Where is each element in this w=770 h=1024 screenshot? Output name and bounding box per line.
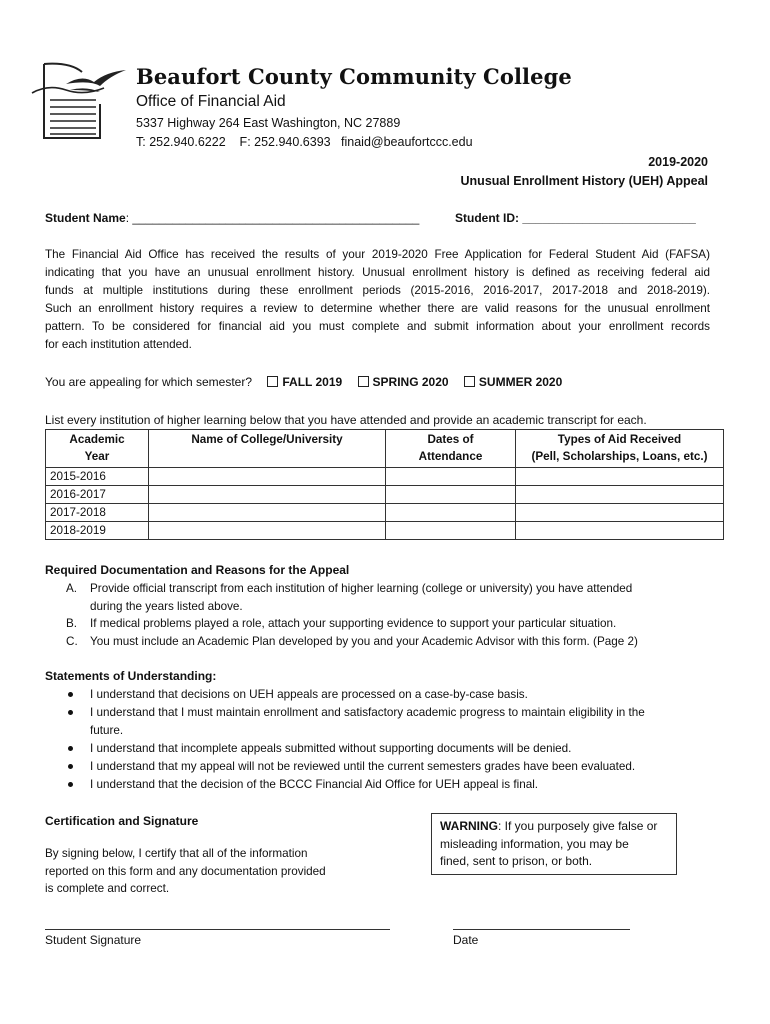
aid-cell[interactable] xyxy=(516,504,724,522)
documentation-item: You must include an Academic Plan developed by you and your Academic Advisor with this form. (Page 2) xyxy=(90,635,638,648)
student-signature-label: Student Signature xyxy=(45,933,142,947)
dates-cell[interactable] xyxy=(386,468,516,486)
bullet-icon xyxy=(68,764,73,769)
option-summer-2020: SUMMER 2020 xyxy=(478,375,563,389)
aid-cell[interactable] xyxy=(516,522,724,540)
warning-box: WARNING: If you purposely give false or misleading information, you may be fined, sent to prison, or both. xyxy=(431,813,677,875)
date-label: Date xyxy=(453,933,479,947)
bullet-icon xyxy=(68,746,73,751)
intro-line: pattern. To be considered for financial aid you must complete and submit information about your enrollment records xyxy=(45,320,710,333)
college-logo xyxy=(30,60,130,142)
student-name-field[interactable]: : ___________________________________________ xyxy=(125,211,420,225)
dates-cell[interactable] xyxy=(386,522,516,540)
college-cell[interactable] xyxy=(149,468,386,486)
intro-line: indicating that you have an unusual enrollment history. Unusual enrollment history is defined as receiving federal aid xyxy=(45,266,710,279)
student-name-label: Student Name xyxy=(45,211,126,225)
header-college-name: Name of College/University xyxy=(149,430,386,468)
option-spring-2020: SPRING 2020 xyxy=(372,375,449,389)
college-name: Beaufort County Community College xyxy=(136,64,572,89)
college-cell[interactable] xyxy=(149,486,386,504)
date-line[interactable] xyxy=(453,929,630,930)
form-title: Unusual Enrollment History (UEH) Appeal xyxy=(460,174,708,188)
checkbox-summer-2020[interactable] xyxy=(464,376,475,387)
header-academic-year: Academic Year xyxy=(46,430,149,468)
certification-title: Certification and Signature xyxy=(45,814,199,828)
aid-cell[interactable] xyxy=(516,468,724,486)
intro-line: The Financial Aid Office has received the results of your 2019-2020 Free Application for Federal Student Aid (FAFSA) xyxy=(45,248,710,261)
documentation-title: Required Documentation and Reasons for the Appeal xyxy=(45,563,350,577)
institutions-table xyxy=(45,429,724,540)
signature-line[interactable] xyxy=(45,929,390,930)
understanding-item: I understand that decisions on UEH appeals are processed on a case-by-case basis. xyxy=(90,688,528,701)
option-fall-2019: FALL 2019 xyxy=(282,375,343,389)
table-row xyxy=(46,486,724,504)
table-row xyxy=(46,504,724,522)
college-cell[interactable] xyxy=(149,504,386,522)
bullet-icon xyxy=(68,710,73,715)
year-cell: 2016-2017 xyxy=(46,486,149,504)
list-marker: C. xyxy=(66,635,78,648)
list-marker: A. xyxy=(66,582,78,595)
dates-cell[interactable] xyxy=(386,504,516,522)
address: 5337 Highway 264 East Washington, NC 27889 xyxy=(136,116,401,130)
bullet-icon xyxy=(68,782,73,787)
warning-text: : If you purposely give false or xyxy=(498,819,658,833)
understanding-item: I understand that the decision of the BCCC Financial Aid Office for UEH appeal is final. xyxy=(90,778,539,791)
header-dates: Dates of Attendance xyxy=(386,430,516,468)
table-row xyxy=(46,468,724,486)
intro-paragraph xyxy=(45,246,710,354)
semester-question: You are appealing for which semester? xyxy=(45,375,253,389)
intro-line: Such an enrollment history requires a review to determine whether there are valid reasons for the unusual enrollment xyxy=(45,302,710,315)
office-name: Office of Financial Aid xyxy=(136,93,286,110)
student-name-row[interactable] xyxy=(45,211,419,225)
year-cell: 2018-2019 xyxy=(46,522,149,540)
warning-label: WARNING xyxy=(440,819,498,833)
table-header-row xyxy=(46,430,724,468)
bullet-icon xyxy=(68,692,73,697)
year-cell: 2015-2016 xyxy=(46,468,149,486)
understanding-item: I understand that I must maintain enrollment and satisfactory academic progress to maintain eligibility in the future. xyxy=(90,706,645,737)
checkbox-spring-2020[interactable] xyxy=(358,376,369,387)
intro-line: for each institution attended. xyxy=(45,338,192,351)
institutions-intro: List every institution of higher learning below that you have attended and provide an academic transcript for each. xyxy=(45,413,647,427)
dates-cell[interactable] xyxy=(386,486,516,504)
award-year: 2019-2020 xyxy=(648,155,708,169)
table-row xyxy=(46,522,724,540)
checkbox-fall-2019[interactable] xyxy=(267,376,278,387)
header-aid-types: Types of Aid Received (Pell, Scholarships, Loans, etc.) xyxy=(516,430,724,468)
understanding-title: Statements of Understanding: xyxy=(45,669,217,683)
documentation-item: Provide official transcript from each institution of higher learning (college or university) you have attended during the years listed above. xyxy=(90,582,633,613)
certification-text: By signing below, I certify that all of the information reported on this form and any documentation provided is complete and correct. xyxy=(45,847,326,895)
list-marker: B. xyxy=(66,617,78,630)
documentation-item: If medical problems played a role, attach your supporting evidence to support your particular situation. xyxy=(90,617,617,630)
student-id-field[interactable]: Student ID: __________________________ xyxy=(455,211,696,225)
college-cell[interactable] xyxy=(149,522,386,540)
semester-question-row xyxy=(45,375,562,389)
understanding-item: I understand that my appeal will not be reviewed until the current semesters grades have been evaluated. xyxy=(90,760,636,773)
year-cell: 2017-2018 xyxy=(46,504,149,522)
understanding-item: I understand that incomplete appeals submitted without supporting documents will be denied. xyxy=(90,742,572,755)
contact-info xyxy=(136,135,473,149)
intro-line: funds at multiple institutions during these enrollment periods (2015-2016, 2016-2017, 2017-2018 and 2018-2019). xyxy=(45,284,710,297)
aid-cell[interactable] xyxy=(516,486,724,504)
contact-text: T: 252.940.6222 F: 252.940.6393 finaid@beaufortccc.edu xyxy=(136,135,473,149)
